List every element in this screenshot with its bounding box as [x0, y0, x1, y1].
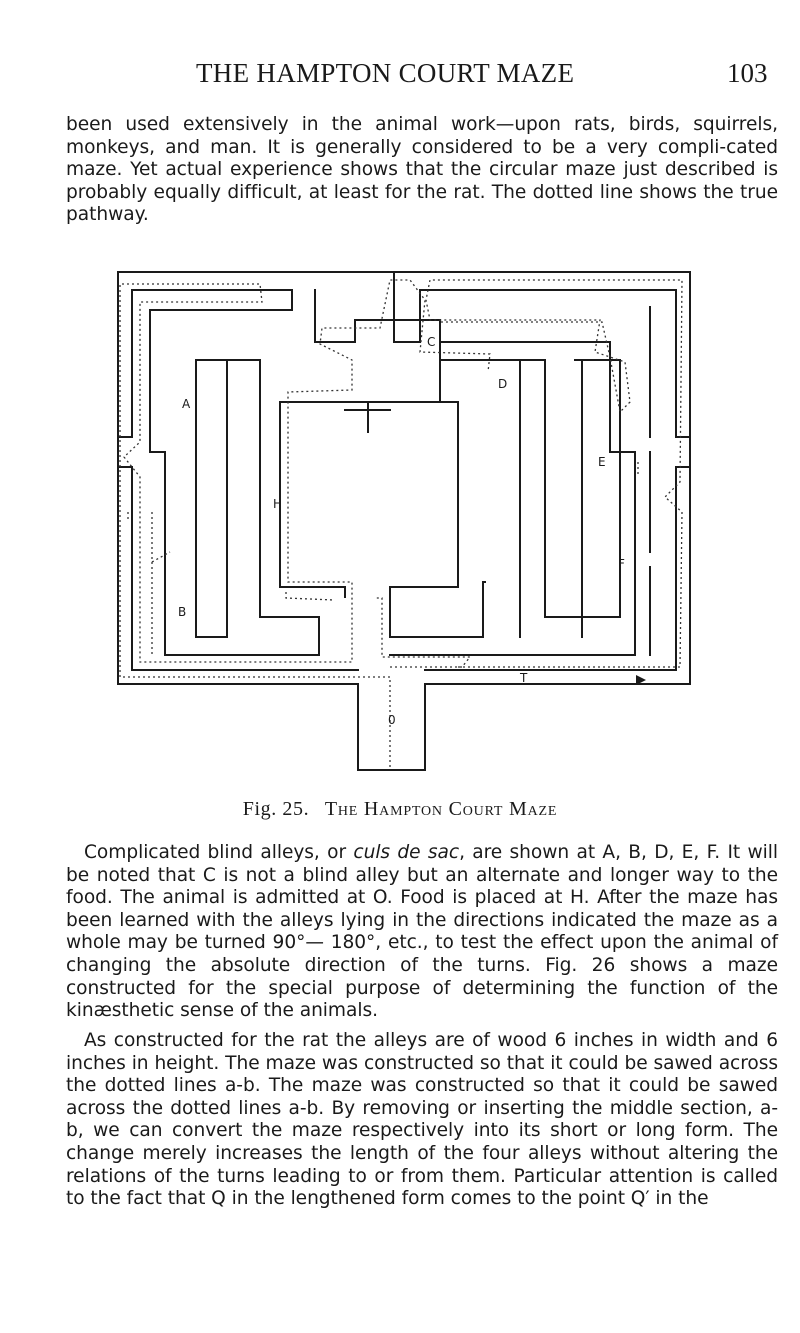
label-b: B: [178, 605, 187, 619]
label-h: H: [273, 497, 283, 511]
true-path: [120, 280, 490, 767]
p2-text-after: , are shown at A, B, D, E, F. It will be noted that C is not a blind alley but an alternate and longer way to the food. The animal is admitted at O. Food is placed at H. After the maze has been learned with the alleys lying in the directions indicated the maze as a whole may be turned 90°— 180°, etc., to test the effect upon the animal of changing the absolute direction of the turns. Fig. 26 shows a maze constructed for the special purpose of determining the function of the kinæsthetic sense of the animals.: [66, 842, 778, 1022]
figure-number: Fig. 25.: [242, 798, 310, 820]
maze-figure: [90, 262, 720, 782]
running-head: THE HAMPTON COURT MAZE: [196, 58, 575, 88]
page-header: [0, 58, 800, 98]
figure-caption: [0, 798, 800, 821]
label-d: D: [498, 377, 508, 391]
paragraph-blind-alleys: [66, 842, 778, 1023]
paragraph-construction: As constructed for the rat the alleys are of wood 6 inches in width and 6 inches in height. The maze was constructed so that it could be sawed across the dotted lines a-b. The maze was constructed so that it could be sawed across the dotted lines a-b. By removing or inserting the middle section, a-b, we can convert the maze respectively into its short or long form. The change merely increases the length of the four alleys without altering the relations of the turns leading to or from them. Particular attention is called to the fact that Q in the lengthened form comes to the point Q′ in the: [66, 1030, 778, 1210]
left-loop: [128, 462, 638, 657]
upper-middle: [315, 320, 620, 617]
label-e: E: [598, 455, 606, 469]
label-a: A: [182, 397, 191, 411]
page-number: 103: [727, 58, 768, 88]
p2-italic-term: culs de sac: [353, 842, 460, 863]
figure-title: The Hampton Court Maze: [324, 798, 558, 820]
left-inner: [150, 310, 319, 655]
inner-wall-ring: [132, 272, 690, 437]
paragraph-intro: been used extensively in the animal work—upon rats, birds, squirrels, monkeys, and man. It is generally considered to be a very compli-cated maze. Yet actual experience shows that the circular maze just described is probably equally difficult, at least for the rat. The dotted line shows the true pathway.: [66, 114, 778, 226]
maze-walls: [118, 272, 690, 770]
outer-wall: [118, 272, 690, 770]
center-box: [280, 402, 485, 637]
left-ring: [118, 290, 358, 670]
label-t: T: [520, 671, 528, 685]
label-f: F: [618, 557, 625, 571]
p2-text-before: Complicated blind alleys, or: [84, 842, 354, 863]
right-inner: [390, 307, 690, 670]
label-o: 0: [388, 713, 396, 727]
dotted-pathway: [120, 280, 682, 767]
maze-diagram: [90, 262, 720, 782]
label-c: C: [427, 335, 436, 349]
